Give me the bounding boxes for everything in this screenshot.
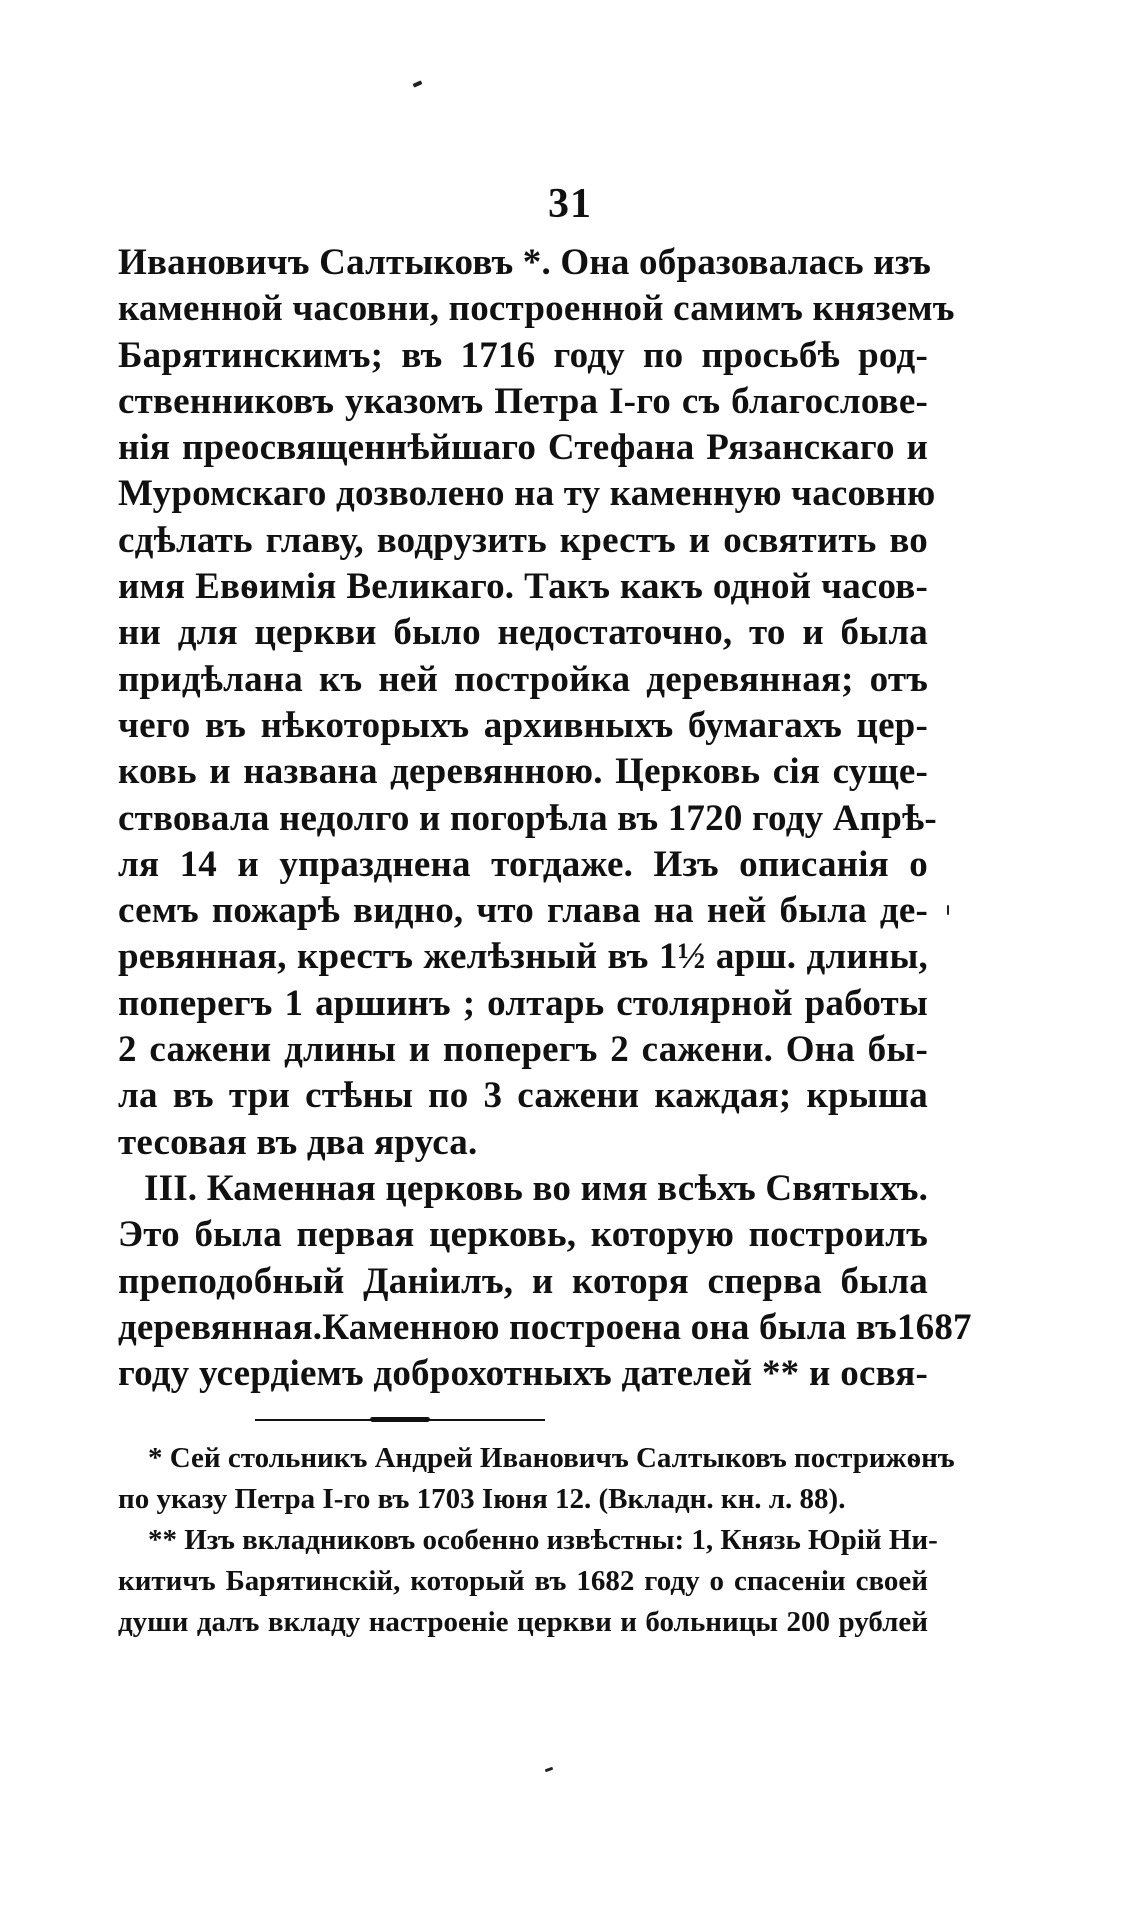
text-line: преподобный Даніилъ, и которя сперва была — [118, 1260, 928, 1302]
text-line: имя Евѳимія Великаго. Такъ какъ одной часов- — [118, 566, 928, 608]
footnote-line: души далъ вкладу настроеніе церкви и больницы 200 рублей — [118, 1606, 928, 1638]
text-line: поперегъ 1 аршинъ ; олтарь столярной работы — [118, 982, 928, 1024]
text-line: году усердіемъ доброхотныхъ дателей ** и освя- — [118, 1353, 928, 1395]
text-line: Это была первая церковь, которую построилъ — [118, 1214, 928, 1256]
text-line: деревянная.Каменною построена она была въ1687 — [118, 1306, 972, 1348]
text-line: сдѣлать главу, водрузить крестъ и освятить во — [118, 519, 928, 561]
text-line: ственниковъ указомъ Петра I-го съ благослове- — [118, 380, 928, 422]
footnote-line: ** Изъ вкладниковъ особенно извѣстны: 1, Князь Юрій Ни- — [148, 1524, 938, 1556]
footnote-line: китичъ Барятинскій, который въ 1682 году о спасеніи своей — [118, 1565, 928, 1597]
ink-speck-bottom — [545, 1767, 554, 1773]
text-line: ствовала недолго и погорѣла въ 1720 году Апрѣ- — [118, 797, 937, 839]
text-line: 2 сажени длины и поперегъ 2 сажени. Она бы- — [118, 1029, 928, 1071]
main-text — [118, 240, 972, 1397]
ink-speck-margin — [947, 905, 949, 915]
text-line: ля 14 и упразднена тогдаже. Изъ описанія о — [118, 843, 928, 885]
section-heading-line: III. Каменная церковь во имя всѣхъ Святыхъ. — [144, 1167, 929, 1209]
text-line: Муромскаго дозволено на ту каменную часовню — [118, 473, 936, 515]
text-line: нія преосвященнѣйшаго Стефана Рязанскаго и — [118, 427, 928, 469]
text-line: тесовая въ два яруса. — [118, 1121, 478, 1163]
text-line: семъ пожарѣ видно, что глава на ней была де- — [118, 890, 928, 932]
page-number: 31 — [548, 181, 592, 227]
footnote-line: по указу Петра I-го въ 1703 Іюня 12. (Вкладн. кн. л. 88). — [118, 1483, 846, 1515]
text-line: Ивановичъ Салтыковъ *. Она образовалась изъ — [118, 242, 931, 283]
text-line: ни для церкви было недостаточно, то и была — [118, 612, 928, 654]
text-line: чего въ нѣкоторыхъ архивныхъ бумагахъ цер- — [118, 704, 928, 746]
footnotes — [118, 1438, 955, 1643]
text-line: каменной часовни, построенной самимъ княземъ — [118, 288, 955, 330]
text-line: ковь и названа деревянною. Церковь сія суще- — [118, 751, 928, 793]
text-line: Барятинскимъ; въ 1716 году по просьбѣ род- — [118, 334, 928, 376]
text-line: ла въ три стѣны по 3 сажени каждая; крыша — [118, 1075, 928, 1117]
ink-speck-top — [413, 80, 423, 87]
footnote-divider — [255, 1419, 545, 1421]
text-line: ревянная, крестъ желѣзный въ 1½ арш. длины, — [118, 936, 928, 978]
footnote-line: * Сей стольникъ Андрей Ивановичъ Салтыковъ пострижѳнъ — [148, 1442, 955, 1474]
text-line: придѣлана къ ней постройка деревянная; отъ — [118, 658, 928, 700]
